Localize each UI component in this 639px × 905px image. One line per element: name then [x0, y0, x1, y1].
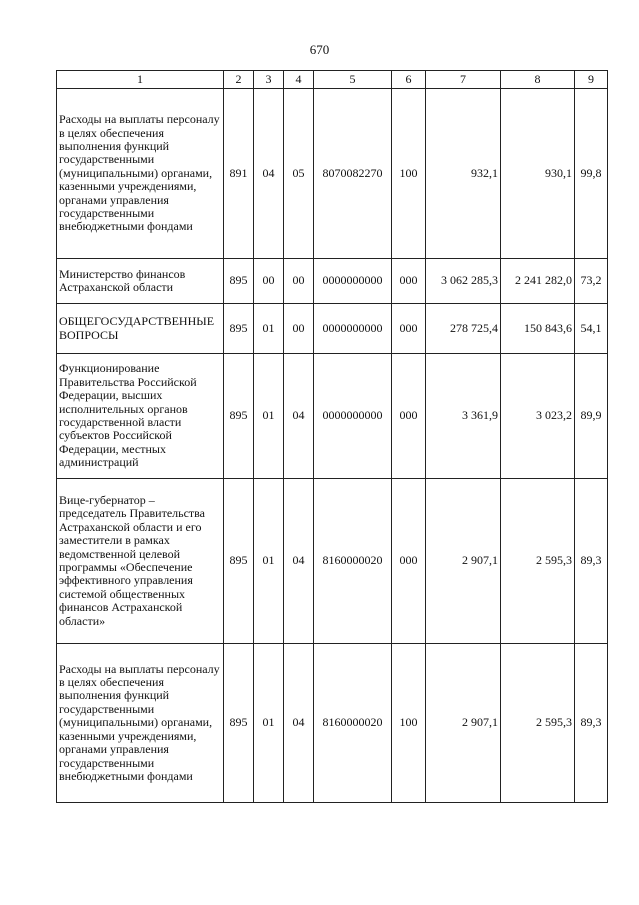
row-subsection-code: 05 — [284, 89, 314, 259]
row-name: Расходы на выплаты персоналу в целях обеспечения выполнения функций государственными (муниципальными) органами, казенными учреждениями, органами управления государственными внебюджетными фондами — [57, 644, 224, 803]
table-row — [57, 644, 608, 803]
row-subsection-code: 04 — [284, 354, 314, 479]
row-amount-plan: 278 725,4 — [426, 304, 501, 354]
row-ministry-code: 895 — [224, 354, 254, 479]
row-percent: 89,3 — [575, 644, 608, 803]
row-ministry-code: 891 — [224, 89, 254, 259]
page-number: 670 — [309, 42, 330, 57]
header-col-2: 2 — [224, 71, 254, 89]
row-amount-actual: 150 843,6 — [501, 304, 575, 354]
row-section-code: 00 — [254, 259, 284, 304]
row-amount-actual: 2 241 282,0 — [501, 259, 575, 304]
row-section-code: 01 — [254, 354, 284, 479]
table-row — [57, 354, 608, 479]
row-target-code: 0000000000 — [314, 354, 392, 479]
header-col-9: 9 — [575, 71, 608, 89]
row-amount-actual: 2 595,3 — [501, 644, 575, 803]
row-target-code: 8160000020 — [314, 644, 392, 803]
row-ministry-code: 895 — [224, 479, 254, 644]
row-name: Расходы на выплаты персоналу в целях обеспечения выполнения функций государственными (муниципальными) органами, казенными учреждениями, органами управления государственными внебюджетными фондами — [57, 89, 224, 259]
row-expense-type: 100 — [392, 89, 426, 259]
row-amount-actual: 3 023,2 — [501, 354, 575, 479]
row-percent: 99,8 — [575, 89, 608, 259]
header-col-1: 1 — [57, 71, 224, 89]
header-col-7: 7 — [426, 71, 501, 89]
row-amount-plan: 3 361,9 — [426, 354, 501, 479]
header-col-3: 3 — [254, 71, 284, 89]
row-ministry-code: 895 — [224, 259, 254, 304]
row-section-code: 01 — [254, 644, 284, 803]
row-percent: 89,9 — [575, 354, 608, 479]
row-section-code: 04 — [254, 89, 284, 259]
row-name: Функционирование Правительства Российской Федерации, высших исполнительных органов государственной власти субъектов Российской Федерации, местных администраций — [57, 354, 224, 479]
row-target-code: 0000000000 — [314, 304, 392, 354]
row-name: Министерство финансов Астраханской области — [57, 259, 224, 304]
row-amount-plan: 3 062 285,3 — [426, 259, 501, 304]
table-row — [57, 89, 608, 259]
header-col-4: 4 — [284, 71, 314, 89]
row-percent: 89,3 — [575, 479, 608, 644]
row-expense-type: 100 — [392, 644, 426, 803]
row-ministry-code: 895 — [224, 304, 254, 354]
row-amount-plan: 932,1 — [426, 89, 501, 259]
row-subsection-code: 00 — [284, 259, 314, 304]
row-expense-type: 000 — [392, 304, 426, 354]
header-col-5: 5 — [314, 71, 392, 89]
row-section-code: 01 — [254, 304, 284, 354]
row-name: Вице-губернатор – председатель Правительства Астраханской области и его заместители в рамках ведомственной целевой программы «Обеспечение эффективного управления системой общественных финансов Астраханской области» — [57, 479, 224, 644]
row-section-code: 01 — [254, 479, 284, 644]
row-subsection-code: 04 — [284, 644, 314, 803]
table-row — [57, 259, 608, 304]
row-target-code: 8160000020 — [314, 479, 392, 644]
header-col-8: 8 — [501, 71, 575, 89]
row-name: ОБЩЕГОСУДАРСТВЕННЫЕ ВОПРОСЫ — [57, 304, 224, 354]
row-amount-actual: 2 595,3 — [501, 479, 575, 644]
row-expense-type: 000 — [392, 259, 426, 304]
row-amount-plan: 2 907,1 — [426, 644, 501, 803]
row-expense-type: 000 — [392, 354, 426, 479]
table-row — [57, 304, 608, 354]
row-expense-type: 000 — [392, 479, 426, 644]
row-percent: 54,1 — [575, 304, 608, 354]
row-amount-actual: 930,1 — [501, 89, 575, 259]
table-row — [57, 479, 608, 644]
table-header-row — [57, 71, 608, 89]
budget-table — [56, 70, 608, 803]
row-amount-plan: 2 907,1 — [426, 479, 501, 644]
row-target-code: 0000000000 — [314, 259, 392, 304]
header-col-6: 6 — [392, 71, 426, 89]
row-percent: 73,2 — [575, 259, 608, 304]
row-target-code: 8070082270 — [314, 89, 392, 259]
row-subsection-code: 04 — [284, 479, 314, 644]
row-ministry-code: 895 — [224, 644, 254, 803]
row-subsection-code: 00 — [284, 304, 314, 354]
